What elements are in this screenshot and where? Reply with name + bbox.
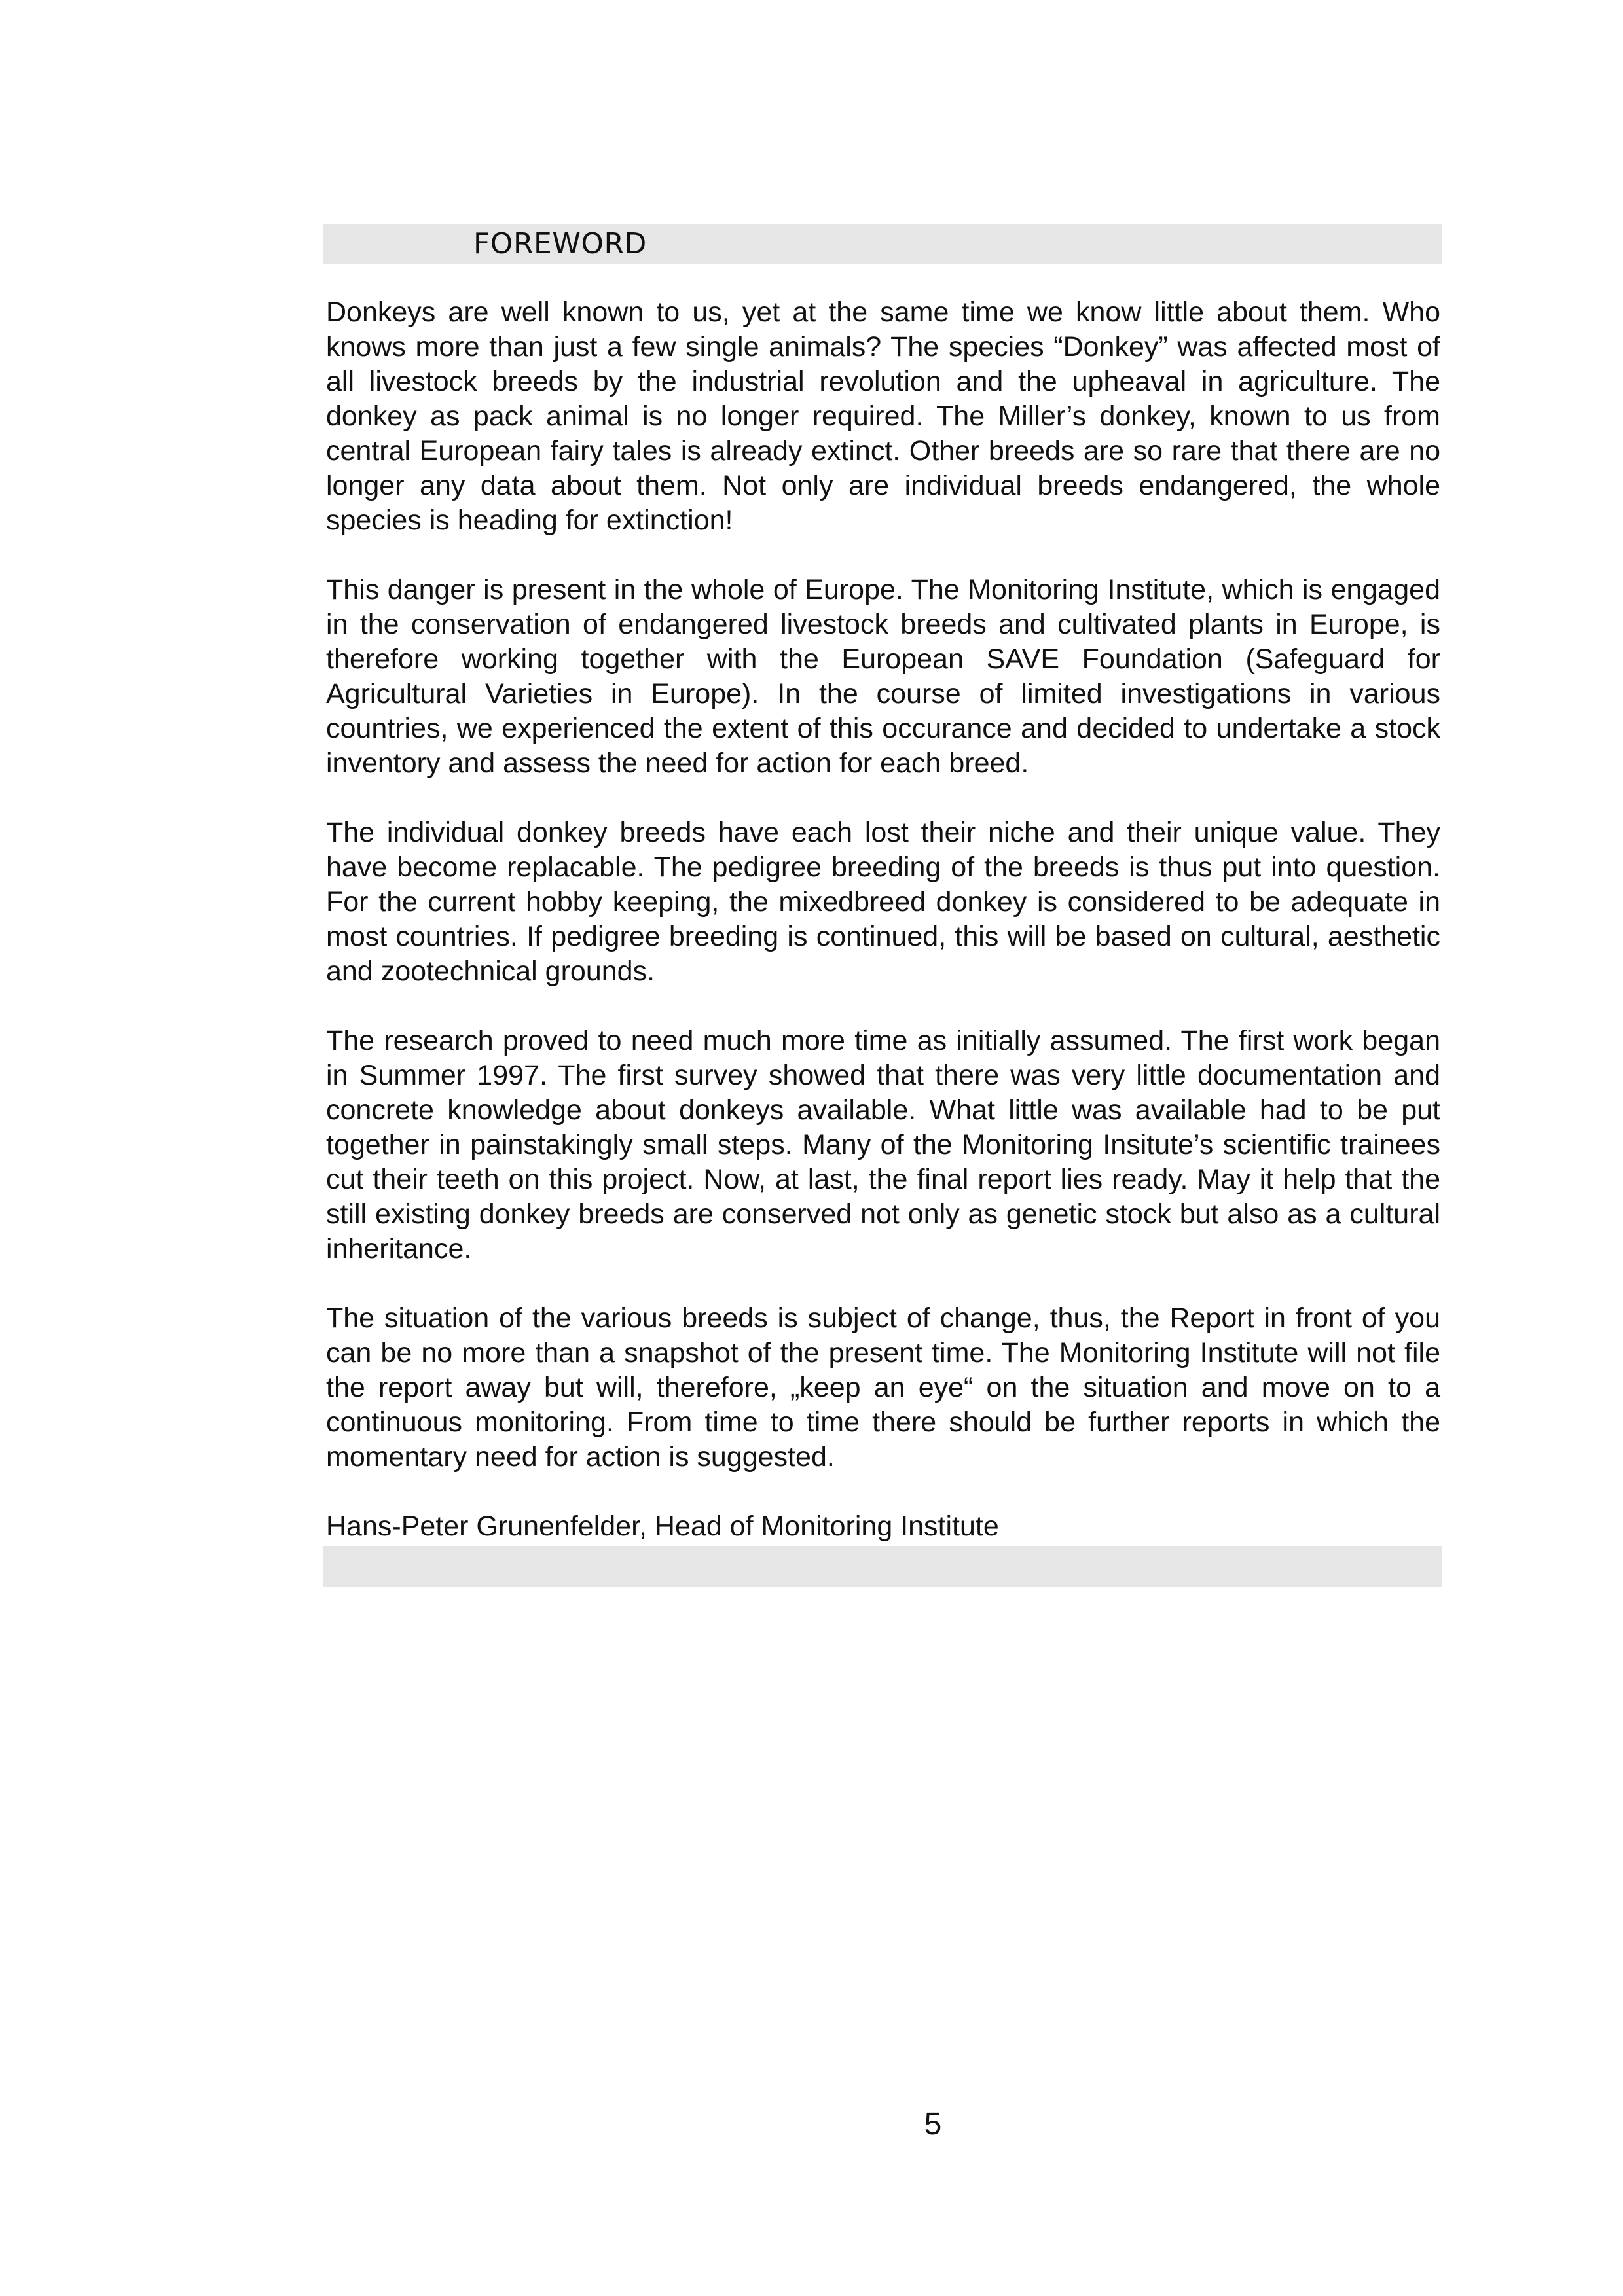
heading-bar [323, 224, 1442, 264]
footer-bar [323, 1546, 1442, 1587]
paragraph-5: The situation of the various breeds is subject of change, thus, the Report in front of you can be no more than a snapshot of the present time. The Monitoring Institute will not file the report away but will, therefore, „keep an eye“ on the situation and move on to a continuous monitoring. From time to time there should be further reports in which the momentary need for action is suggested. [326, 1302, 1440, 1473]
paragraph-4: The research proved to need much more time as initially assumed. The first work began in Summer 1997. The first survey showed that there was very little documentation and concrete knowledge about donkeys available. What little was available had to be put together in painstakingly small steps. Many of the Monitoring Insitute’s scientific trainees cut their teeth on this project. Now, at last, the final report lies ready. May it help that the still existing donkey breeds are conserved not only as genetic stock but also as a cultural inheritance. [326, 1025, 1440, 1265]
paragraph-2: This danger is present in the whole of Europe. The Monitoring Institute, which is engaged in the conservation of endangered livestock breeds and cultivated plants in Europe, is therefore working together with the European SAVE Foundation (Safeguard for Agricultural Varieties in Europe). In the course of limited investigations in various countries, we experienced the extent of this occurance and decided to undertake a stock inventory and assess the need for action for each breed. [326, 574, 1440, 779]
signature: Hans-Peter Grunenfelder, Head of Monitoring Institute [326, 1511, 999, 1542]
paragraph-1: Donkeys are well known to us, yet at the same time we know little about them. Who knows more than just a few single animals? The species “Donkey” was affected most of all livestock breeds by the industrial revolution and the upheaval in agriculture. The donkey as pack animal is no longer required. The Miller’s donkey, known to us from central European fairy tales is already extinct. Other breeds are so rare that there are no longer any data about them. Not only are individual breeds endangered, the whole species is heading for extinction! [326, 296, 1440, 536]
page-title: FOREWORD [473, 227, 647, 260]
body-text [326, 295, 1440, 1544]
paragraph-3: The individual donkey breeds have each lost their niche and their unique value. They have become replacable. The pedigree breeding of the breeds is thus put into question. For the current hobby keeping, the mixedbreed donkey is considered to be adequate in most countries. If pedigree breeding is continued, this will be based on cultural, aesthetic and zootechnical grounds. [326, 817, 1440, 987]
page-number: 5 [924, 2107, 942, 2142]
